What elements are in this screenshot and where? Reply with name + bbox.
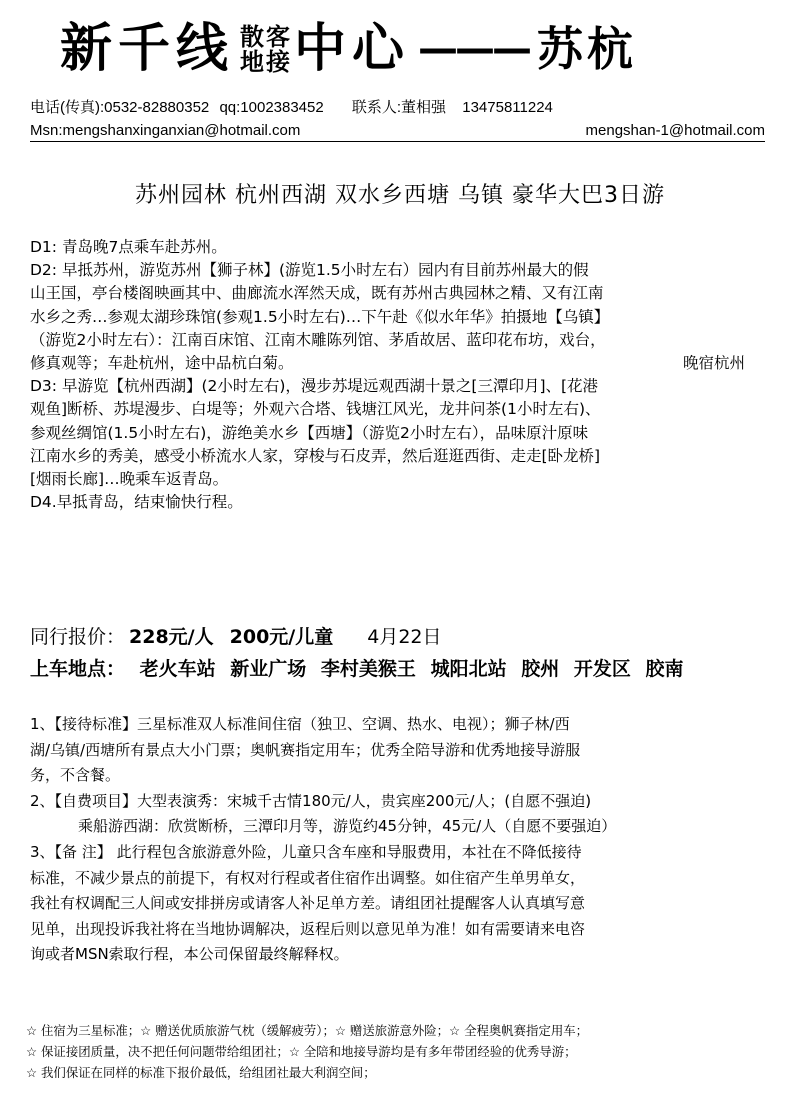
itinerary-day-3-line: 观鱼]断桥、苏堤漫步、白堤等；外观六合塔、钱塘江风光，龙井问茶(1小时左右)、 [30,400,601,419]
pickup-line [30,654,790,681]
pickup-label: 上车地点： [30,658,126,680]
child-price: 200元/儿童 [229,626,334,648]
note-remarks: 标准，不减少景点的前提下，有权对行程或者住宿作出调整。如住宿产生单男单女， [30,868,586,887]
note-reception-standard: 务，不含餐。 [30,766,121,785]
stack-column-1 [240,24,264,74]
agency-suffix: 中心 [294,18,411,79]
itinerary-day-3-line: D3: 早游览【杭州西湖】(2小时左右)，漫步苏堤远观西湖十景之[三潭印月]、[花港 [30,377,599,396]
qq-number: qq:1002383452 [219,99,324,116]
notes-section [30,712,780,968]
agency-city: 苏杭 [537,22,638,76]
footer-guarantees [26,1020,786,1083]
footer-line: ☆ 我们保证在同样的标准下报价最低，给组团社最大利润空间； [26,1065,376,1080]
note-remarks: 3、【备 注】 此行程包含旅游意外险，儿童只含车座和导服费用，本社在不降低接待 [30,842,582,861]
email-address: mengshan-1@hotmail.com [585,122,765,139]
pickup-stop: 胶南 [645,658,684,680]
tour-title: 苏州园林 杭州西湖 双水乡西塘 乌镇 豪华大巴3日游 [135,183,665,208]
footer-line: ☆ 住宿为三星标准；☆ 赠送优质旅游气枕（缓解疲劳）；☆ 赠送旅游意外险；☆ 全程奥帆赛指定用车； [26,1023,589,1038]
itinerary-day-2-line: 山王国，亭台楼阁映画其中、曲廊流水浑然天成，既有苏州古典园林之精、又有江南 [30,284,604,303]
note-remarks: 询或者MSN索取行程，本公司保留最终解释权。 [30,945,349,964]
pickup-stop: 胶州 [521,658,560,680]
stack-column-2 [266,24,290,74]
pickup-stop: 李村美猴王 [320,658,416,680]
pickup-stop: 城阳北站 [430,658,507,680]
stack-char: 接 [266,47,291,76]
itinerary-day-3-line: [烟雨长廊]…晚乘车返青岛。 [30,470,229,489]
itinerary-day-2-line: D2: 早抵苏州，游览苏州【狮子林】(游览1.5小时左右）园内有目前苏州最大的假 [30,261,589,280]
contact-person: 联系人:董相强 [351,99,447,116]
stack-char: 散 [240,22,265,51]
note-remarks: 见单，出现投诉我社将在当地协调解决，返程后则以意见单为准！如有需要请来电咨 [30,919,586,938]
agency-subtitle-stack [240,24,290,74]
itinerary-day-3-line: 参观丝绸馆(1.5小时左右)，游绝美水乡【西塘】（游览2小时左右），品味原汁原味 [30,423,589,442]
note-remarks: 我社有权调配三人间或安排拼房或请客人补足单方差。请组团社提醒客人认真填写意 [30,894,586,913]
adult-price: 228元/人 [129,626,214,648]
pickup-stop: 老火车站 [139,658,216,680]
agency-brand: 新千线 [60,18,235,79]
itinerary-day-2-overnight: 晚宿杭州 [682,354,745,373]
stack-char: 地 [240,47,265,76]
note-reception-standard: 湖/乌镇/西塘所有景点大小门票；奥帆赛指定用车；优秀全陪导游和优秀地接导游服 [30,740,581,759]
departure-date: 4月22日 [367,626,442,648]
itinerary-day-4: D4.早抵青岛，结束愉快行程。 [30,493,243,512]
msn-address: Msn:mengshanxinganxian@hotmail.com [30,122,301,139]
title-dash: ——— [418,26,530,72]
phone-number: 电话(传真):0532-82880352 [30,99,210,116]
mobile-number: 13475811224 [462,99,553,116]
price-label: 同行报价： [30,626,126,648]
itinerary [30,236,775,514]
agency-title [60,14,760,84]
itinerary-day-3-line: 江南水乡的秀美，感受小桥流水人家，穿梭与石皮弄，然后逛逛西街、走走[卧龙桥] [30,446,601,465]
note-optional-items: 乘船游西湖：欣赏断桥，三潭印月等，游览约45分钟，45元/人（自愿不要强迫） [78,817,617,836]
itinerary-day-2-line [30,352,775,375]
pickup-stop: 新业广场 [230,658,307,680]
pickup-stop: 开发区 [573,658,631,680]
itinerary-day-2-line: 水乡之秀…参观太湖珍珠馆(参观1.5小时左右)…下午赴《似水年华》拍摄地【乌镇】 [30,307,610,326]
footer-line: ☆ 保证接团质量，决不把任何问题带给组团社；☆ 全陪和地接导游均是有多年带团经验的优秀导游； [26,1044,577,1059]
price-line [30,622,770,649]
note-optional-items: 2、【自费项目】大型表演秀：宋城千古情180元/人，贵宾座200元/人；(自愿不强迫) [30,791,592,810]
email-line [30,122,765,142]
contact-line [30,96,770,117]
note-reception-standard: 1、【接待标准】三星标准双人标准间住宿（独卫、空调、热水、电视）；狮子林/西 [30,715,570,733]
itinerary-day-2-line: （游览2小时左右）：江南百床馆、江南木雕陈列馆、茅盾故居、蓝印花布坊，戏台， [30,330,606,349]
itinerary-day-1: D1: 青岛晚7点乘车赴苏州。 [30,238,227,256]
stack-char: 客 [266,22,291,51]
itinerary-day-2-end: 修真观等；车赴杭州，途中品杭白菊。 [30,354,294,373]
